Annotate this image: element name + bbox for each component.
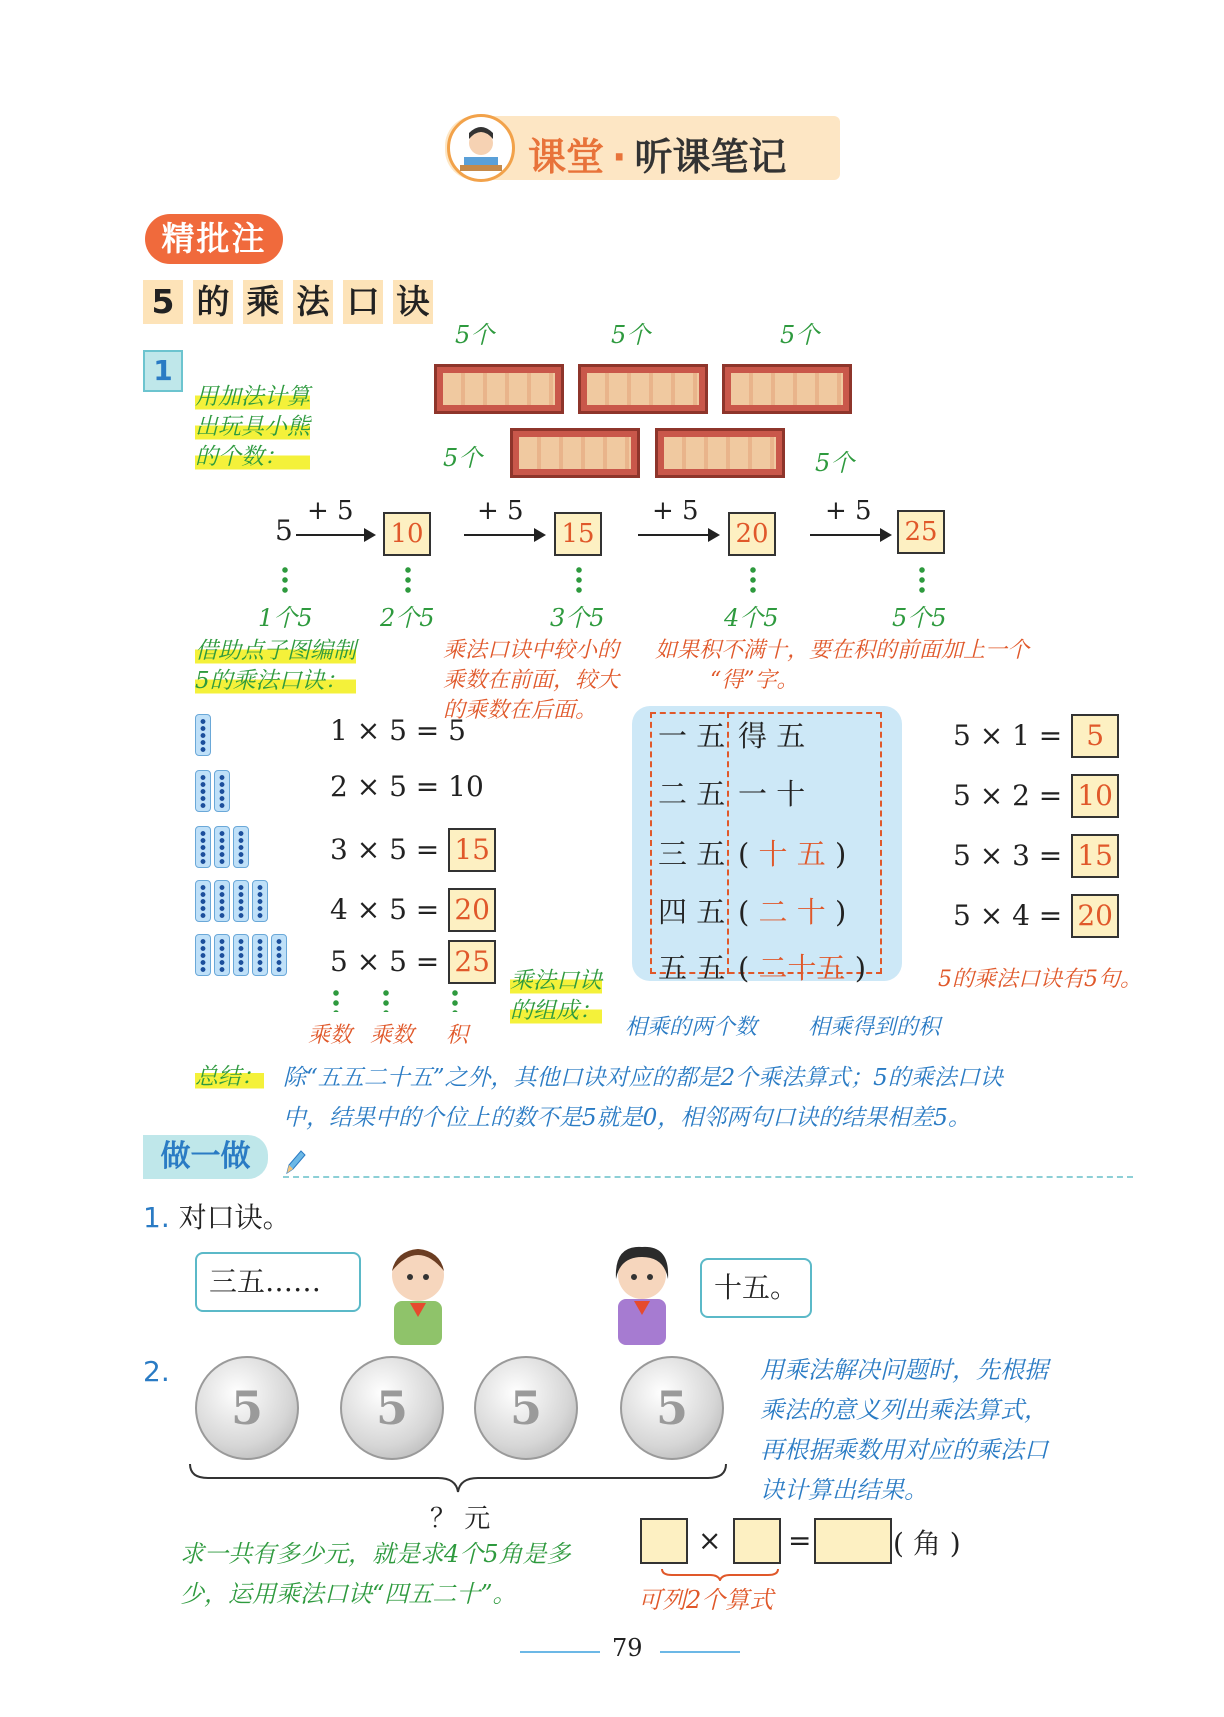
section-title-char: 口 [343, 280, 383, 324]
page-title: 课堂 · 听课笔记 [528, 135, 787, 179]
dotted-connector [333, 988, 339, 1012]
section-title-char: 乘 [243, 280, 283, 324]
rhyme-right: 一 十 [738, 777, 806, 811]
note-right: 用乘法解决问题时，先根据 乘法的意义列出乘法算式， 再根据乘数用对应的乘法口 诀计算出结果。 [760, 1356, 1048, 1504]
bear-shelf [722, 364, 852, 414]
section-title-char: 的 [193, 280, 233, 324]
do-section-tag: 做一做 [143, 1135, 268, 1179]
right-equation: 5 × 1 = 5 [953, 714, 1119, 758]
chain-result: 20 [728, 512, 776, 556]
label-product: 积 [446, 1023, 469, 1048]
answer-box[interactable] [733, 1518, 781, 1564]
dot-diagram-4 [195, 880, 271, 926]
rhyme-left: 四 五 [658, 895, 726, 929]
rhyme-left: 三 五 [658, 837, 726, 871]
rhyme-left: 二 五 [658, 777, 726, 811]
group-label: 3个5 [550, 604, 605, 632]
note-two-equations: 可列2个算式 [638, 1586, 774, 1614]
left-equation: 2 × 5 = 10 [330, 770, 484, 803]
page-number: 79 [612, 1634, 643, 1662]
dot-diagram-2 [195, 770, 233, 816]
note-rhyme-order: 乘法口诀中较小的 乘数在前面，较大 的乘数在后面。 [443, 638, 620, 723]
rhyme-right-filled: ( 二十五 ) [738, 951, 867, 985]
chain-result: 10 [383, 512, 431, 556]
unit-label: ( 角 ) [893, 1527, 961, 1560]
note-composition: 乘法口诀 的组成： [510, 968, 602, 1024]
dotted-connector [576, 565, 582, 595]
dotted-connector [919, 565, 925, 595]
chain-step: + 5 [825, 496, 872, 526]
group-label: 5个5 [892, 604, 947, 632]
group-label: 2个5 [380, 604, 435, 632]
shelf-label: 5个 [455, 321, 495, 349]
dotted-connector [405, 565, 411, 595]
shelf-label: 5个 [443, 444, 483, 472]
chain-result: 15 [554, 512, 602, 556]
answer-box[interactable] [640, 1518, 688, 1564]
note-get-word: 如果积不满十，要在积的前面加上一个 “得”字。 [655, 638, 1030, 693]
chain-arrow [464, 534, 544, 536]
rhyme-right-filled: ( 二 十 ) [738, 895, 847, 929]
chain-step: + 5 [652, 496, 699, 526]
section-title-char: 诀 [393, 280, 433, 324]
bear-shelf [510, 428, 640, 478]
bear-shelf [578, 364, 708, 414]
chain-arrow [296, 534, 374, 536]
left-equation: 3 × 5 = 15 [330, 828, 496, 872]
brace-icon [188, 1462, 728, 1498]
chain-result: 25 [897, 510, 945, 554]
brace-label: ？ 元 [430, 1504, 491, 1534]
right-equation: 5 × 2 = 10 [953, 774, 1119, 818]
example-number: 1 [143, 350, 183, 392]
times-sign: × [698, 1524, 722, 1557]
composition-product: 相乘得到的积 [808, 1015, 941, 1040]
note-dots: 借助点子图编制 5的乘法口诀： [195, 638, 356, 694]
rhyme-left: 一 五 [658, 719, 726, 753]
coin-icon: 5 [195, 1356, 299, 1460]
left-equation: 1 × 5 = 5 [330, 714, 466, 747]
left-equation: 4 × 5 = 20 [330, 888, 496, 932]
dot-diagram-1 [195, 714, 214, 760]
summary-text: 除“五五二十五”之外，其他口诀对应的都是2个乘法算式；5的乘法口诀 中，结果中的个位上的数不是5就是0，相邻两句口诀的结果相差5。 [283, 1065, 1003, 1131]
question-2-number: 2. [143, 1355, 170, 1388]
annotation-tag: 精批注 [145, 214, 283, 264]
coin-icon: 5 [474, 1356, 578, 1460]
bear-shelf [655, 428, 785, 478]
section-title-char: 5 [143, 280, 183, 324]
note-bottom: 求一共有多少元，就是求4个5角是多 少，运用乘法口诀“四五二十”。 [180, 1540, 571, 1608]
rhyme-right-filled: ( 十 五 ) [738, 837, 847, 871]
dot-diagram-3 [195, 826, 252, 872]
question-1: 1. 对口诀。 [143, 1201, 291, 1234]
section-title-char: 法 [293, 280, 333, 324]
summary-label: 总结： [195, 1058, 264, 1091]
student-avatar-icon [447, 114, 515, 182]
dotted-connector [750, 565, 756, 595]
boy-illustration [370, 1235, 470, 1349]
coin-icon: 5 [340, 1356, 444, 1460]
label-factor: 乘数 [370, 1023, 415, 1048]
speech-bubble-left: 三五…… [195, 1252, 361, 1312]
footer-line-left [520, 1651, 600, 1653]
chain-start: 5 [275, 514, 293, 547]
label-factor: 乘数 [308, 1023, 353, 1048]
composition-factors: 相乘的两个数 [625, 1015, 758, 1040]
note-five-sentences: 5的乘法口诀有5句。 [938, 967, 1142, 992]
shelf-label: 5个 [611, 321, 651, 349]
left-equation: 5 × 5 = 25 [330, 940, 496, 984]
shelf-label: 5个 [780, 321, 820, 349]
rhyme-left: 五 五 [658, 951, 726, 985]
chain-step: + 5 [307, 496, 354, 526]
shelf-label: 5个 [815, 449, 855, 477]
dotted-connector [383, 988, 389, 1012]
speech-bubble-right: 十五。 [700, 1258, 812, 1318]
rhyme-divider [727, 712, 729, 974]
dotted-connector [282, 565, 288, 595]
equals-sign: = [788, 1524, 812, 1557]
right-equation: 5 × 3 = 15 [953, 834, 1119, 878]
dot-diagram-5 [195, 934, 290, 980]
bear-shelf [434, 364, 564, 414]
girl-illustration [594, 1235, 694, 1349]
rhyme-right: 得 五 [738, 719, 806, 753]
right-equation: 5 × 4 = 20 [953, 894, 1119, 938]
coin-icon: 5 [620, 1356, 724, 1460]
group-label: 1个5 [258, 604, 313, 632]
chain-step: + 5 [477, 496, 524, 526]
chain-arrow [638, 534, 718, 536]
chain-arrow [810, 534, 890, 536]
dotted-connector [452, 988, 458, 1012]
footer-line-right [660, 1651, 740, 1653]
answer-box[interactable] [814, 1518, 892, 1564]
note-add: 用加法计算 出玩具小熊 的个数： [195, 384, 310, 470]
section-divider [283, 1176, 1133, 1178]
group-label: 4个5 [724, 604, 779, 632]
